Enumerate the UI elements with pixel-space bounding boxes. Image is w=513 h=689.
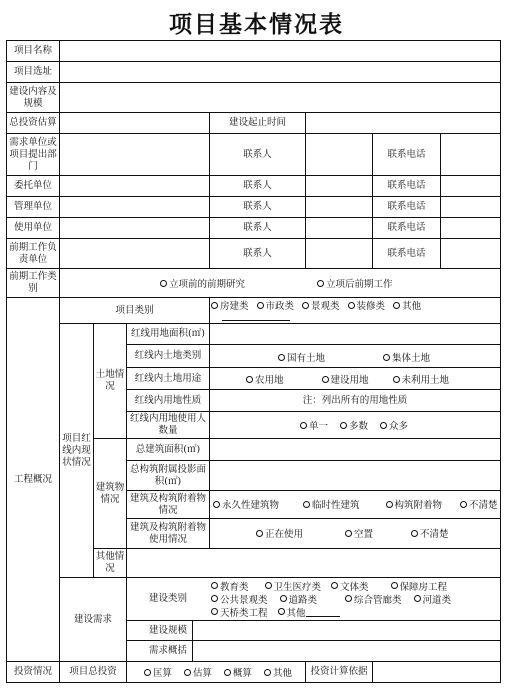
label-demand-unit: 需求单位或项目提出部门 bbox=[9, 136, 57, 172]
radio-need-type[interactable]: 综合管廊类 bbox=[345, 592, 402, 606]
radio-circle-icon bbox=[278, 608, 285, 615]
radio-circle-icon bbox=[302, 302, 309, 309]
label-invest-estimate: 总投资估算 bbox=[9, 117, 57, 128]
invest-options bbox=[144, 665, 292, 679]
land-type-options bbox=[278, 350, 446, 364]
radio-land-use[interactable]: 建设用地 bbox=[322, 372, 369, 386]
label-project-name: 项目名称 bbox=[13, 45, 52, 56]
radio-land-use[interactable]: 未利用土地 bbox=[393, 372, 450, 386]
label-phone: 联系电话 bbox=[387, 148, 426, 160]
radio-circle-icon bbox=[380, 422, 387, 429]
page-title: 项目基本情况表 bbox=[169, 11, 344, 38]
radio-need-type[interactable]: 保障房工程 bbox=[391, 579, 448, 593]
label-land-type: 红线内土地类别 bbox=[134, 350, 202, 361]
land-use-options bbox=[246, 372, 465, 386]
radio-circle-icon bbox=[414, 595, 421, 602]
label-contact: 联系人 bbox=[243, 180, 272, 191]
need-type-options-row1 bbox=[211, 579, 447, 592]
radio-circle-icon bbox=[411, 530, 418, 537]
radio-project-type[interactable]: 景观类 bbox=[302, 298, 340, 312]
radio-need-type[interactable]: 公共景观类 bbox=[211, 592, 268, 606]
label-project-site: 项目选址 bbox=[13, 66, 52, 77]
build-use-options bbox=[256, 526, 465, 540]
radio-need-type[interactable]: 天桥类工程 bbox=[211, 605, 268, 619]
label-phone: 联系电话 bbox=[387, 247, 426, 259]
radio-circle-icon bbox=[391, 582, 398, 589]
radio-circle-icon bbox=[322, 376, 329, 383]
label-prework-type: 前期工作类别 bbox=[9, 271, 57, 294]
radio-need-type[interactable]: 其他 bbox=[278, 605, 340, 619]
label-redline-status: 项目红线内现状情况 bbox=[62, 432, 91, 468]
radio-circle-icon bbox=[317, 280, 324, 287]
radio-circle-icon bbox=[460, 501, 467, 508]
radio-circle-icon bbox=[278, 354, 285, 361]
radio-circle-icon bbox=[211, 608, 218, 615]
radio-need-type[interactable]: 河道类 bbox=[414, 592, 452, 606]
radio-need-type[interactable]: 道路类 bbox=[280, 592, 318, 606]
label-period: 建设起止时间 bbox=[228, 117, 286, 128]
label-use-unit: 使用单位 bbox=[13, 222, 52, 233]
radio-circle-icon bbox=[345, 530, 352, 537]
radio-land-type[interactable]: 集体土地 bbox=[383, 350, 430, 364]
label-invest-basis: 投资计算依据 bbox=[310, 666, 368, 677]
label-build-area: 总建筑面积(㎡) bbox=[135, 443, 201, 455]
radio-build-situation[interactable]: 不清楚 bbox=[460, 497, 498, 511]
label-contact: 联系人 bbox=[243, 222, 272, 233]
label-land-use: 红线内土地用途 bbox=[134, 372, 202, 384]
radio-need-type[interactable]: 教育类 bbox=[211, 579, 249, 593]
radio-project-type[interactable]: 装修类 bbox=[348, 298, 386, 312]
label-overview: 工程概况 bbox=[13, 473, 52, 485]
radio-build-use[interactable]: 不清楚 bbox=[411, 526, 449, 540]
radio-land-use[interactable]: 农用地 bbox=[246, 372, 284, 386]
radio-build-use[interactable]: 正在使用 bbox=[256, 526, 303, 540]
radio-circle-icon bbox=[264, 669, 271, 676]
other-input-underline[interactable] bbox=[306, 606, 340, 617]
radio-build-use[interactable]: 空置 bbox=[345, 526, 373, 540]
radio-land-users[interactable]: 单一 bbox=[300, 418, 328, 432]
label-build-shadow: 总构筑附属投影面积(㎡) bbox=[129, 463, 206, 487]
label-build-content: 建设内容及规模 bbox=[9, 85, 57, 109]
radio-circle-icon bbox=[144, 669, 151, 676]
label-project-type: 项目类别 bbox=[115, 304, 154, 316]
radio-circle-icon bbox=[256, 530, 263, 537]
radio-circle-icon bbox=[257, 302, 264, 309]
radio-invest-type[interactable]: 概算 bbox=[224, 665, 252, 679]
radio-circle-icon bbox=[184, 669, 191, 676]
radio-circle-icon bbox=[345, 595, 352, 602]
project-type-options bbox=[211, 298, 421, 312]
radio-land-users[interactable]: 多数 bbox=[340, 418, 368, 432]
radio-circle-icon bbox=[303, 501, 310, 508]
radio-circle-icon bbox=[160, 280, 167, 287]
radio-invest-type[interactable]: 估算 bbox=[184, 665, 212, 679]
prework-type-options bbox=[160, 275, 409, 291]
label-need-summary: 需求概括 bbox=[148, 645, 187, 656]
radio-circle-icon bbox=[393, 302, 400, 309]
radio-circle-icon bbox=[246, 376, 253, 383]
radio-need-type[interactable]: 文体类 bbox=[331, 579, 369, 593]
other-type-underline bbox=[222, 320, 290, 321]
label-contact: 联系人 bbox=[243, 201, 272, 212]
label-land-area: 红线用地面积(㎡) bbox=[131, 328, 205, 339]
radio-land-type[interactable]: 国有土地 bbox=[278, 350, 325, 364]
radio-prework-after[interactable]: 立项后前期工作 bbox=[317, 276, 393, 290]
radio-invest-type[interactable]: 其他 bbox=[264, 665, 292, 679]
label-entrust-unit: 委托单位 bbox=[13, 180, 52, 191]
radio-circle-icon bbox=[340, 422, 347, 429]
label-phone: 联系电话 bbox=[387, 180, 426, 191]
radio-circle-icon bbox=[393, 376, 400, 383]
label-land: 土地情况 bbox=[95, 369, 125, 392]
radio-circle-icon bbox=[300, 422, 307, 429]
radio-circle-icon bbox=[224, 669, 231, 676]
need-type-options-row3 bbox=[211, 605, 340, 618]
label-other-situation: 其他情况 bbox=[95, 551, 125, 574]
radio-project-type[interactable]: 房建类 bbox=[211, 298, 249, 312]
radio-circle-icon bbox=[211, 595, 218, 602]
radio-build-situation[interactable]: 临时性建筑 bbox=[303, 497, 360, 511]
radio-project-type[interactable]: 市政类 bbox=[257, 298, 295, 312]
label-total-invest: 项目总投资 bbox=[69, 666, 117, 677]
radio-circle-icon bbox=[213, 501, 220, 508]
label-build-demand: 建设需求 bbox=[73, 613, 112, 625]
label-need-scale: 建设规模 bbox=[148, 624, 187, 636]
label-land-nature: 红线内用地性质 bbox=[134, 394, 202, 406]
label-contact: 联系人 bbox=[243, 247, 272, 259]
radio-circle-icon bbox=[211, 302, 218, 309]
label-land-users: 红线内用地使用人数量 bbox=[129, 413, 206, 436]
land-user-options bbox=[300, 418, 424, 432]
radio-invest-type[interactable]: 匡算 bbox=[144, 665, 172, 679]
build-situation-options bbox=[213, 497, 498, 511]
label-investment: 投资情况 bbox=[13, 666, 52, 677]
radio-prework-before[interactable]: 立项前的前期研究 bbox=[160, 276, 245, 290]
label-build-situation: 建筑及构筑附着物情况 bbox=[129, 492, 206, 516]
radio-circle-icon bbox=[383, 354, 390, 361]
need-type-options-row2 bbox=[211, 592, 451, 605]
radio-circle-icon bbox=[348, 302, 355, 309]
radio-circle-icon bbox=[280, 595, 287, 602]
radio-circle-icon bbox=[265, 582, 272, 589]
radio-circle-icon bbox=[386, 501, 393, 508]
land-nature-note: 注：列出所有的用地性质 bbox=[302, 394, 408, 406]
label-phone: 联系电话 bbox=[387, 201, 426, 212]
label-manage-unit: 管理单位 bbox=[13, 201, 52, 212]
label-prework-unit: 前期工作负责单位 bbox=[9, 241, 57, 265]
label-contact: 联系人 bbox=[243, 148, 272, 160]
label-need-type: 建设类别 bbox=[148, 593, 187, 604]
label-build-use: 建筑及构筑附着物使用情况 bbox=[129, 521, 206, 545]
radio-build-situation[interactable]: 构筑附着物 bbox=[386, 497, 443, 511]
radio-circle-icon bbox=[331, 582, 338, 589]
radio-project-type[interactable]: 其他 bbox=[393, 298, 421, 312]
radio-circle-icon bbox=[211, 582, 218, 589]
radio-land-users[interactable]: 众多 bbox=[380, 418, 408, 432]
radio-need-type[interactable]: 卫生医疗类 bbox=[265, 579, 322, 593]
label-building: 建筑物情况 bbox=[95, 481, 125, 505]
label-phone: 联系电话 bbox=[387, 222, 426, 233]
radio-build-situation[interactable]: 永久性建筑物 bbox=[213, 497, 279, 511]
